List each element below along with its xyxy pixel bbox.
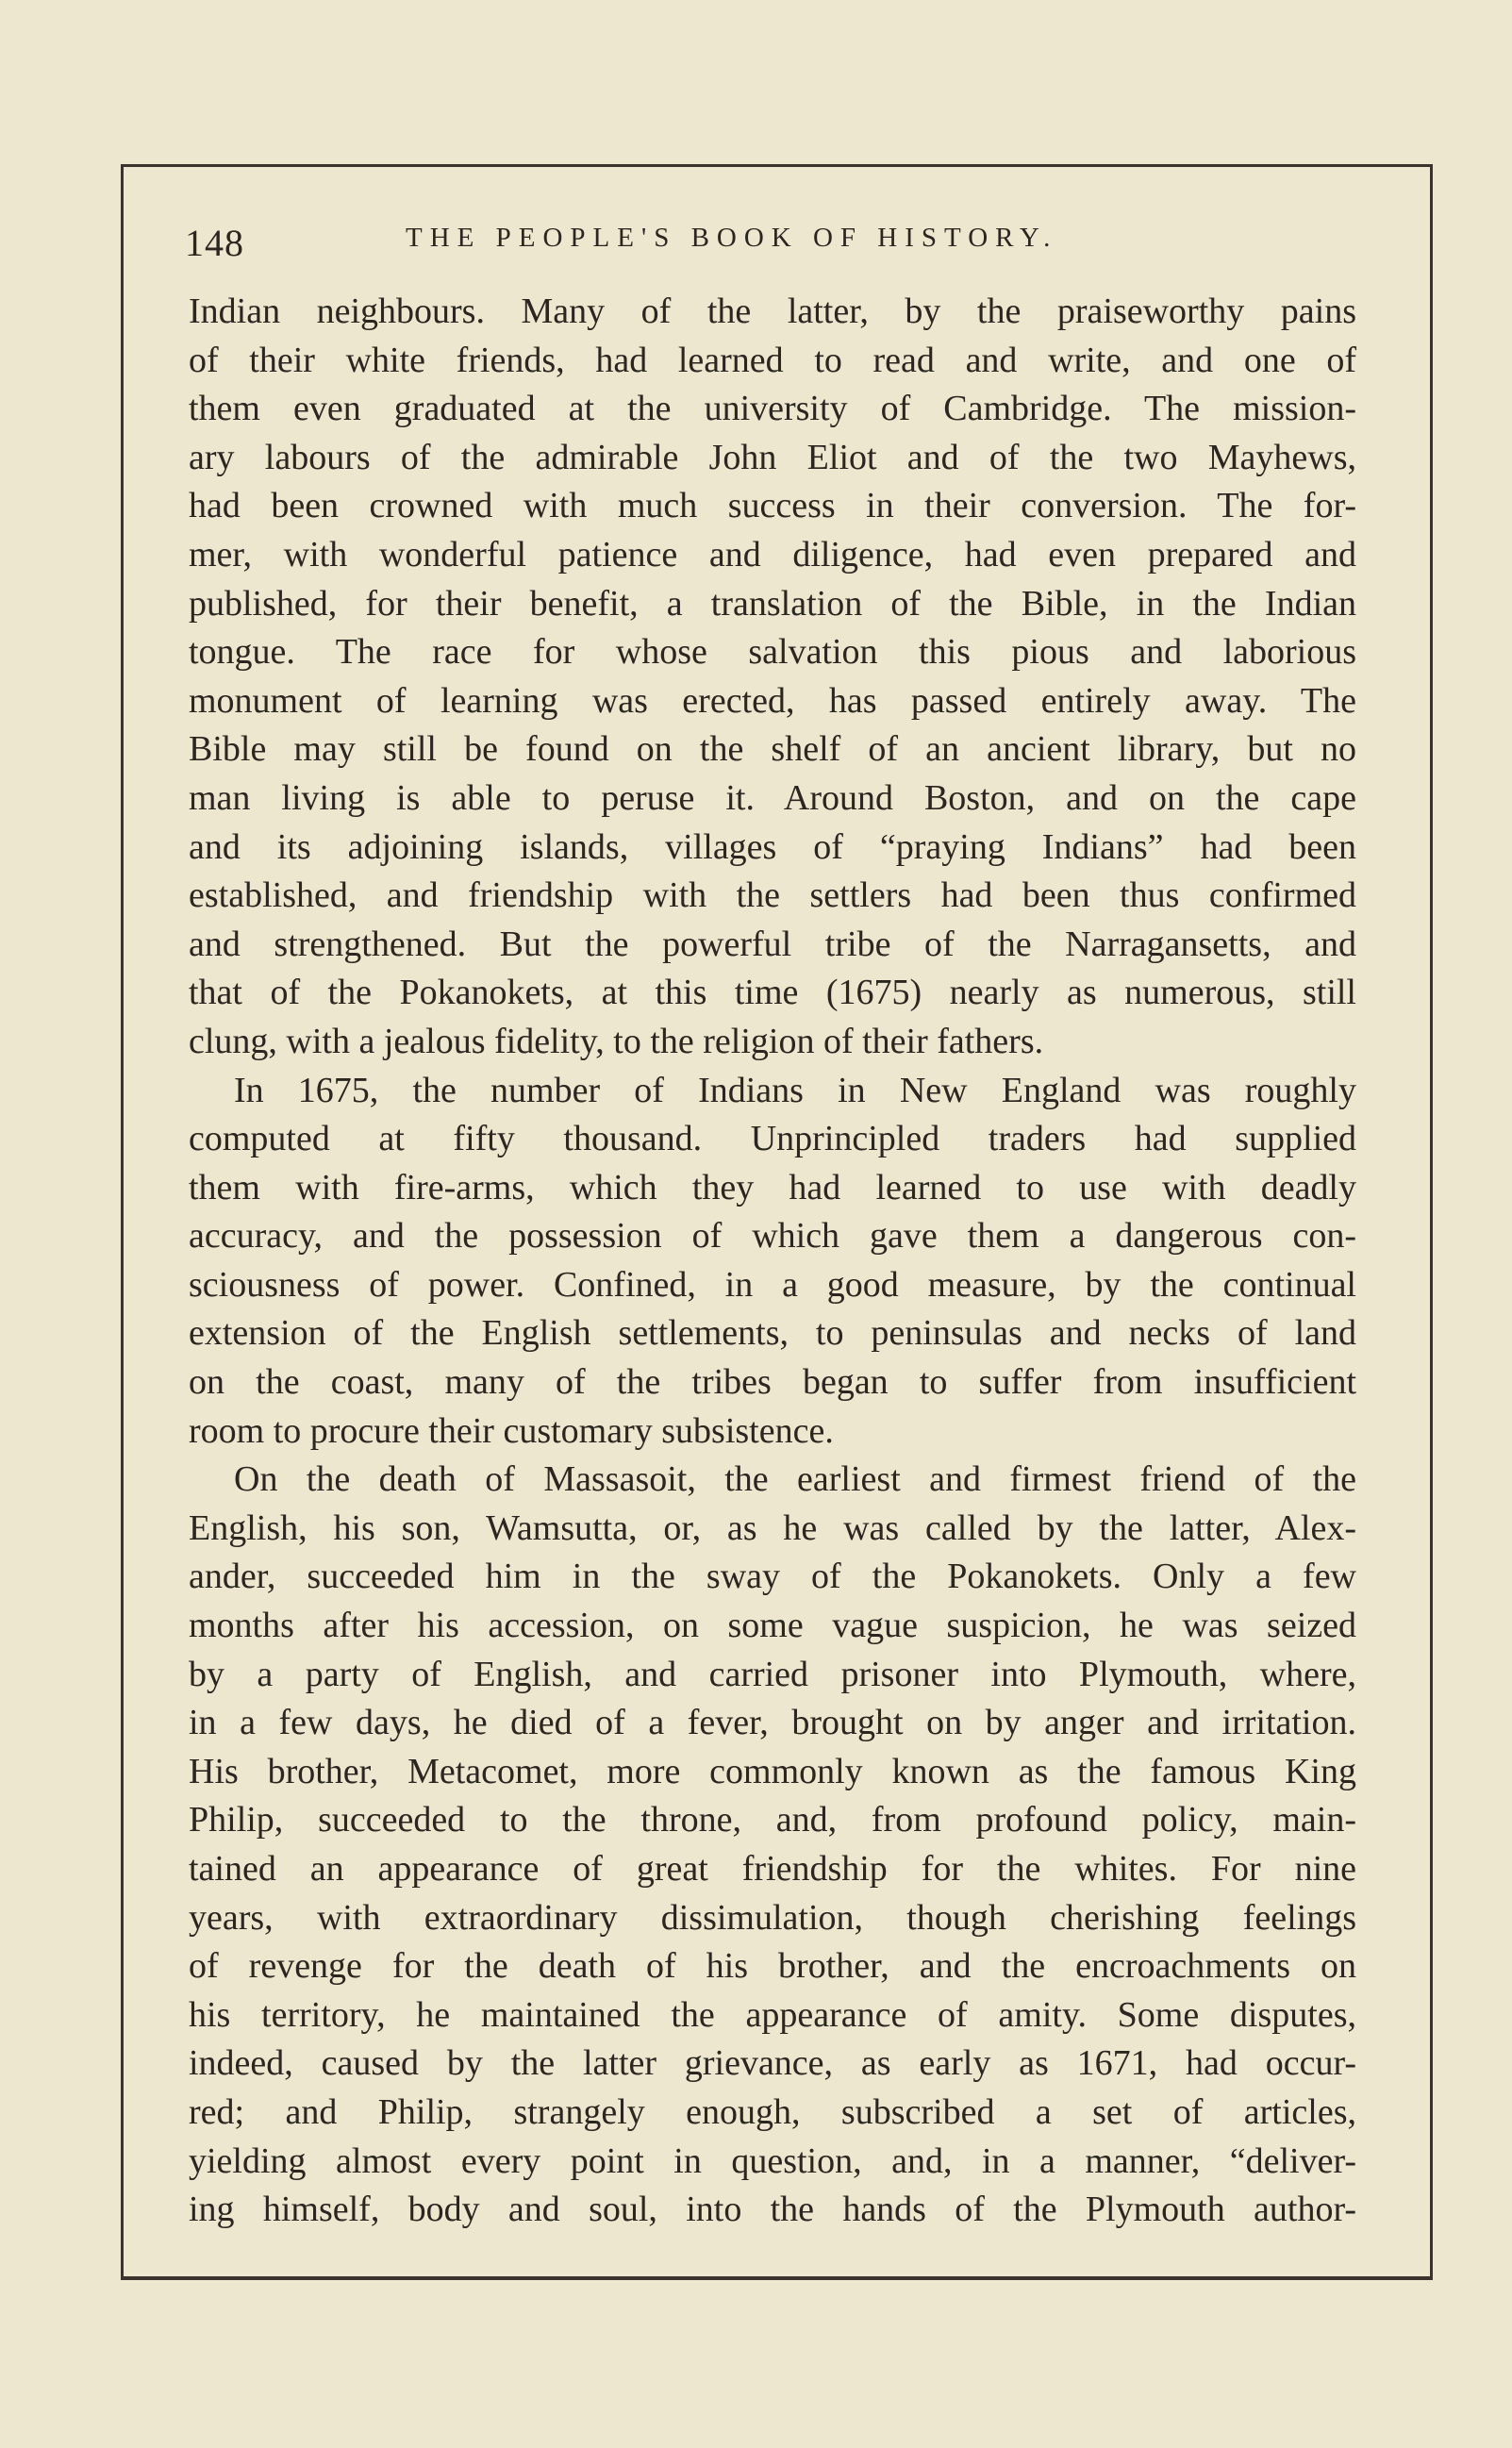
text-line: In 1675, the number of Indians in New England was roughly	[234, 1070, 1356, 1110]
text-line: On the death of Massasoit, the earliest and firmest friend of the	[234, 1459, 1356, 1500]
text-line: months after his accession, on some vague suspicion, he was seized	[189, 1606, 1356, 1646]
text-line: them with fire-arms, which they had learned to use with deadly	[189, 1167, 1356, 1207]
text-line: man living is able to peruse it. Around Boston, and on the cape	[189, 777, 1356, 818]
text-line: that of the Pokanokets, at this time (1675) nearly as numerous, still	[189, 973, 1356, 1013]
text-line: extension of the English settlements, to peninsulas and necks of land	[189, 1313, 1356, 1354]
text-line: computed at fifty thousand. Unprincipled traders had supplied	[189, 1119, 1356, 1159]
text-line: had been crowned with much success in their conversion. The for-	[189, 486, 1356, 526]
text-line: accuracy, and the possession of which gave them a dangerous con-	[189, 1216, 1356, 1257]
text-line: of revenge for the death of his brother, and the encroachments on	[189, 1946, 1356, 1987]
text-line: mer, with wonderful patience and diligence, had even prepared and	[189, 534, 1356, 575]
book-title: THE PEOPLE'S BOOK OF HISTORY.	[406, 223, 1058, 253]
text-line: yielding almost every point in question, and, in a manner, “deliver-	[189, 2140, 1356, 2181]
text-line: of their white friends, had learned to read and write, and one of	[189, 340, 1356, 380]
text-line: indeed, caused by the latter grievance, as early as 1671, had occur-	[189, 2043, 1356, 2084]
text-line: by a party of English, and carried prisoner into Plymouth, where,	[189, 1654, 1356, 1694]
text-line: and strengthened. But the powerful tribe of the Narragansetts, and	[189, 924, 1356, 964]
text-line: room to procure their customary subsistence.	[189, 1410, 834, 1451]
text-line: on the coast, many of the tribes began to suffer from insufficient	[189, 1362, 1356, 1403]
text-line: English, his son, Wamsutta, or, as he was called by the latter, Alex-	[189, 1507, 1356, 1548]
running-head	[185, 217, 1392, 274]
text-line: years, with extraordinary dissimulation, though cherishing feelings	[189, 1897, 1356, 1938]
text-line: tained an appearance of great friendship for the whites. For nine	[189, 1849, 1356, 1889]
text-line: established, and friendship with the settlers had been thus confirmed	[189, 875, 1356, 916]
text-line: Bible may still be found on the shelf of an ancient library, but no	[189, 729, 1356, 770]
text-line: published, for their benefit, a translation of the Bible, in the Indian	[189, 583, 1356, 624]
text-line: tongue. The race for whose salvation this pious and laborious	[189, 632, 1356, 673]
text-line: Philip, succeeded to the throne, and, from profound policy, main-	[189, 1800, 1356, 1840]
text-line: his territory, he maintained the appearance of amity. Some disputes,	[189, 1994, 1356, 2035]
text-line: ander, succeeded him in the sway of the Pokanokets. Only a few	[189, 1557, 1356, 1597]
text-line: monument of learning was erected, has passed entirely away. The	[189, 680, 1356, 721]
text-line: His brother, Metacomet, more commonly known as the famous King	[189, 1751, 1356, 1791]
text-line: ary labours of the admirable John Eliot and of the two Mayhews,	[189, 437, 1356, 477]
text-line: red; and Philip, strangely enough, subscribed a set of articles,	[189, 2091, 1356, 2132]
text-line: them even graduated at the university of Cambridge. The mission-	[189, 389, 1356, 429]
text-line: in a few days, he died of a fever, brought on by anger and irritation.	[189, 1703, 1356, 1743]
body-text	[189, 288, 1356, 2235]
text-line: ing himself, body and soul, into the hands of the Plymouth author-	[189, 2190, 1356, 2230]
page-number: 148	[185, 222, 244, 264]
text-line: Indian neighbours. Many of the latter, by the praiseworthy pains	[189, 291, 1356, 331]
text-line: clung, with a jealous fidelity, to the religion of their fathers.	[189, 1021, 1044, 1061]
text-line: sciousness of power. Confined, in a good measure, by the continual	[189, 1264, 1356, 1305]
text-line: and its adjoining islands, villages of “praying Indians” had been	[189, 826, 1356, 867]
